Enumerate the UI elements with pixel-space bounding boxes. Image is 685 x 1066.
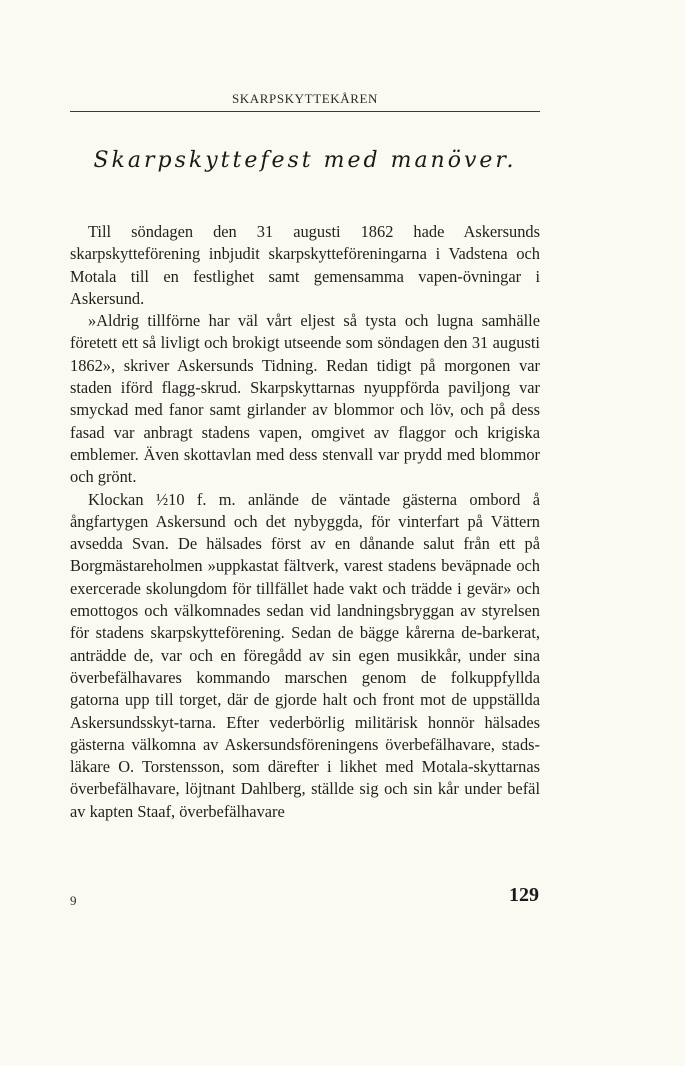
chapter-title: Skarpskyttefest med manöver. [93,148,517,173]
header-rule [70,111,540,112]
paragraph-1: Till söndagen den 31 augusti 1862 hade Askersunds skarpskytteförening inbjudit skarpskytteföreningarna i Vadstena och Motala till en festlighet samt gemensamma vapen-övningar i Askersund. [70,222,540,308]
running-head: SKARPSKYTTEKÅREN [231,91,379,106]
paragraph-2: »Aldrig tillförne har väl vårt eljest så tysta och lugna samhälle företett ett så livligt och brokigt utseende som söndagen den 31 augusti 1862», skriver Askersunds Tidning. Redan tidigt på morgonen var staden iförd flagg-skrud. Skarpskyttarnas nyuppförda paviljong var smyckad med fanor samt girlander av blommor och löv, och på dess fasad var anbragt stadens vapen, omgivet av flaggor och krigiska emblemer. Även skottavlan med dess stenvall var prydd med blommor och grönt. [70,311,540,487]
body-text [70,221,540,823]
paragraph-3: Klockan ½10 f. m. anlände de väntade gästerna ombord å ångfartygen Askersund och det nybyggda, för vinterfart på Vättern avsedda Svan. De hälsades först av en dånande salut från ett på Borgmästareholmen »uppkastat fältverk, varest stadens beväpnade och exercerade skolungdom för tillfället hade vakt och trädde i gevär» och emottogos och välkomnades sedan vid landningsbryggan av styrelsen för stadens skarpskytteförening. Sedan de bägge kårerna de-barkerat, anträdde de, var och en föregådd av sin egen musikkår, under sina överbefälhavares kommando marschen genom de folkuppfyllda gatorna upp till torget, där de gjorde halt och front mot de uppställda Askersundsskyt-tarna. Efter vederbörlig militärisk honnör hälsades gästerna välkomna av Askersundsföreningens överbefälhavare, stads-läkare O. Torstensson, som därefter i likhet med Motala-skyttarnas överbefälhavare, löjtnant Dahlberg, ställde sig och sin kår under befäl av kapten Staaf, överbefälhavare [70,489,540,821]
page-number: 129 [509,884,539,906]
signature-mark: 9 [70,893,77,908]
